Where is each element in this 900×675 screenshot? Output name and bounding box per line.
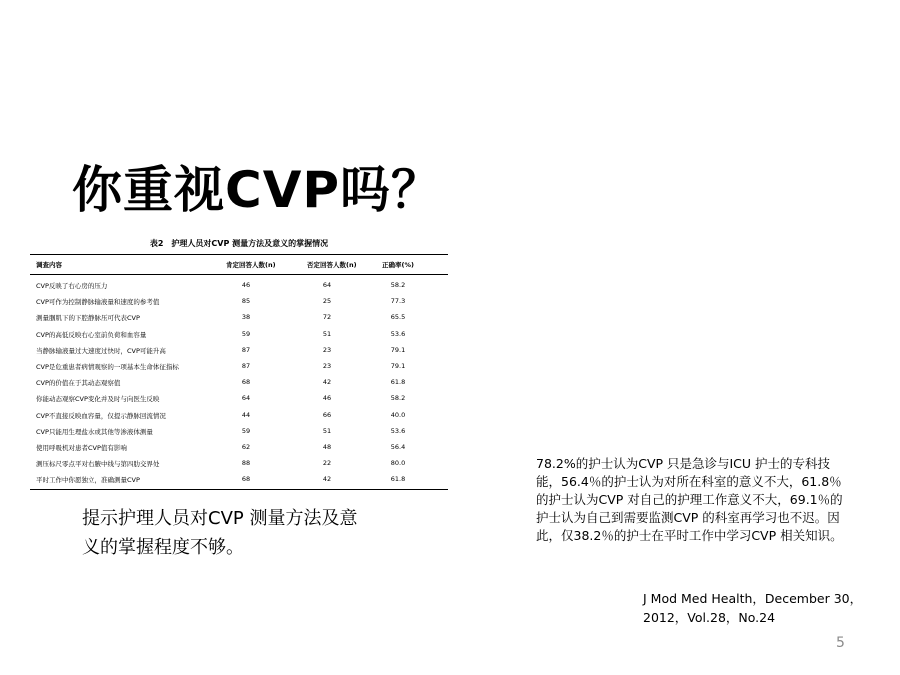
table-cell: 77.3 [390, 297, 406, 306]
reference-citation: J Mod Med Health，December 30，2012，Vol.28，No.24 [643, 591, 863, 625]
table-row [30, 407, 448, 423]
note-text: 提示护理人员对CVP 测量方法及意义的掌握程度不够。 [82, 508, 358, 558]
table-row [30, 455, 448, 471]
table-cell: CVP的高低反映右心室前负荷和血容量 [36, 330, 147, 339]
table-cell: 使用呼吸机对患者CVP值有影响 [36, 444, 127, 452]
table-header-rule [30, 274, 448, 275]
table-cell: 40.0 [390, 410, 406, 419]
table-cell: CVP反映了右心房的压力 [36, 282, 108, 290]
table-cell: 38 [241, 313, 251, 322]
table-cell: 58.2 [390, 394, 406, 403]
table-caption: 表2 护理人员对CVP 测量方法及意义的掌握情况 [149, 239, 329, 248]
table-cell: 46 [322, 394, 332, 403]
table-cell: CVP只能用生理盐水或其他等渗液体测量 [36, 427, 153, 436]
table-cell: 62 [241, 443, 251, 451]
table-cell: 72 [322, 313, 332, 322]
table-row [30, 390, 448, 406]
table-cell: CVP不直接反映血容量，仅提示静脉回流情况 [36, 411, 166, 420]
table-row [30, 342, 448, 358]
table-header-cell: 正确率(%) [382, 261, 414, 269]
table-cell: 48 [322, 443, 332, 451]
table-cell: 25 [322, 297, 332, 306]
table-cell: 53.6 [390, 329, 406, 338]
table-cell: 你能动态观察CVP变化并及时与向医生反映 [36, 395, 160, 404]
table-row [30, 358, 448, 374]
table-cell: 85 [241, 297, 251, 306]
table-cell: 22 [322, 459, 332, 468]
table-cell: 23 [322, 345, 332, 354]
table-cell: 80.0 [390, 459, 406, 468]
table-row [30, 293, 448, 309]
table-cell: 测量腘肌下的下腔静脉压可代表CVP [36, 314, 140, 323]
table-cell: 87 [241, 362, 251, 370]
table-cell: 64 [241, 394, 251, 403]
page-number: 5 [836, 635, 845, 651]
table-bottom-rule [30, 489, 448, 490]
table-cell: CVP是危重患者病情观察的一项基本生命体征指标 [36, 363, 179, 371]
table-header-row [30, 256, 448, 272]
table-cell: 66 [322, 410, 332, 419]
table-cell: 59 [241, 329, 251, 338]
table-cell: 65.5 [390, 313, 406, 322]
table-row [30, 471, 448, 487]
table-row [30, 277, 448, 293]
table-cell: 56.4 [390, 443, 406, 451]
slide-title: 你重视CVP吗？ [72, 161, 443, 219]
table-row [30, 326, 448, 342]
table-cell: 当静脉输液量过大速度过快时，CVP可能升高 [36, 346, 166, 355]
table-cell: 42 [322, 378, 332, 387]
table-row [30, 374, 448, 390]
table-cell: 51 [322, 329, 332, 338]
table-row [30, 439, 448, 455]
table-cell: 59 [241, 426, 251, 435]
table-cell: 42 [322, 475, 332, 484]
table-cell: 68 [241, 378, 251, 387]
table-cell: 44 [241, 410, 251, 419]
table-cell: 46 [241, 281, 251, 289]
table-cell: 测压标尺零点平对右腋中线与第四肋交界处 [36, 460, 160, 469]
table-cell: 平时工作中你愿独立，准确测量CVP [36, 476, 140, 485]
table-cell: 53.6 [390, 426, 406, 435]
table-cell: CVP可作为控制静脉输液量和速度的参考值 [36, 298, 160, 307]
table-cell: 87 [241, 345, 251, 354]
table-cell: 51 [322, 426, 332, 435]
table-cell: 79.1 [390, 345, 406, 354]
table-cell: 79.1 [390, 362, 406, 370]
table-cell: 61.8 [390, 475, 406, 484]
table-cell: CVP的价值在于其动态观察值 [36, 379, 121, 388]
table-header-cell: 否定回答人数(n) [307, 261, 357, 269]
table-row [30, 423, 448, 439]
survey-table-image [22, 226, 456, 494]
table-top-rule [30, 254, 448, 255]
table-cell: 23 [322, 362, 332, 370]
table-header-cell: 肯定回答人数(n) [226, 261, 276, 269]
table-cell: 88 [241, 459, 251, 468]
statistics-paragraph: 78.2%的护士认为CVP 只是急诊与ICU 护士的专科技能，56.4％的护士认为对所在科室的意义不大，61.8％的护士认为CVP 对自己的护理工作意义不大，69.1％的护士认为自己到需要监测CVP 的科室再学习也不迟。因此，仅38.2％的护士在平时工作中学习CVP 相关知识。 [536, 456, 843, 543]
table-cell: 58.2 [390, 281, 406, 289]
table-cell: 64 [322, 281, 332, 289]
table-cell: 61.8 [390, 378, 406, 387]
table-row [30, 309, 448, 325]
table-header-cell: 调查内容 [36, 261, 62, 269]
table-cell: 68 [241, 475, 251, 484]
